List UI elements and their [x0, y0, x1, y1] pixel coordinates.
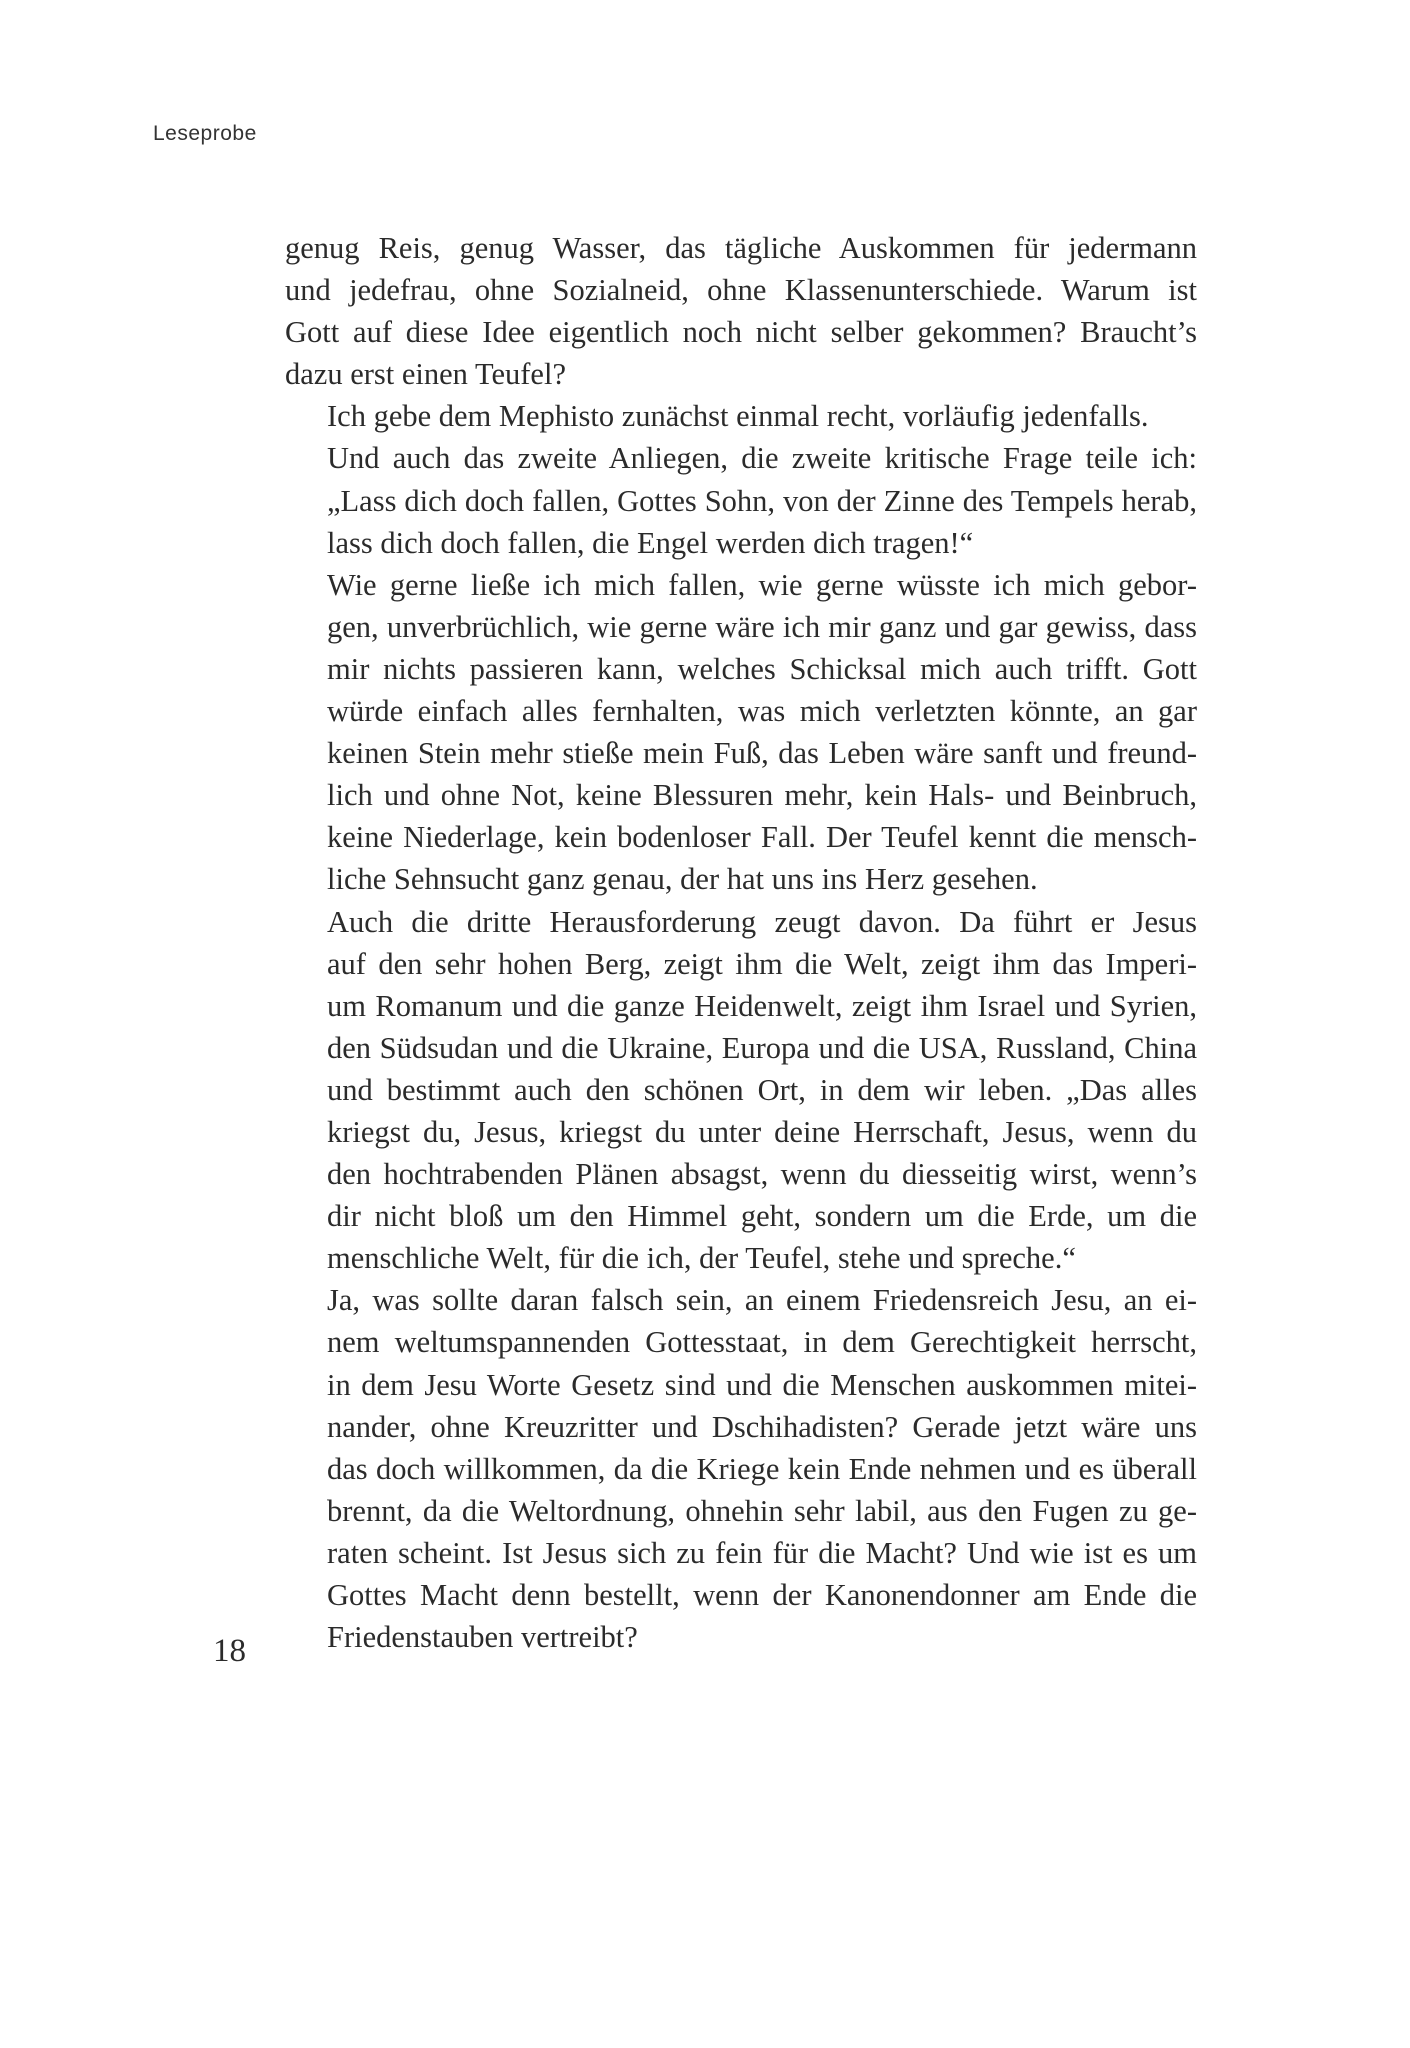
text-line: Ich gebe dem Mephisto zunächst einmal recht, vorläufig jedenfalls. [327, 399, 1149, 434]
text-line: menschliche Welt, für die ich, der Teufel, stehe und spreche.“ [327, 1241, 1076, 1276]
text-line: lich und ohne Not, keine Blessuren mehr, kein Hals- und Beinbruch, [327, 778, 1197, 813]
paragraph-6 [285, 1279, 1197, 1658]
text-line: nander, ohne Kreuzritter und Dschihadisten? Gerade jetzt wäre uns [327, 1409, 1197, 1444]
text-line: genug Reis, genug Wasser, das tägliche Auskommen für jedermann [285, 231, 1197, 265]
text-line: „Lass dich doch fallen, Gottes Sohn, von der Zinne des Tempels herab, [327, 483, 1197, 518]
text-line: dir nicht bloß um den Himmel geht, sondern um die Erde, um die [327, 1199, 1197, 1234]
paragraph-3 [285, 437, 1197, 563]
text-line: lass dich doch fallen, die Engel werden dich tragen!“ [327, 525, 974, 560]
text-line: Auch die dritte Herausforderung zeugt davon. Da führt er Jesus [327, 904, 1197, 939]
text-line: raten scheint. Ist Jesus sich zu fein für die Macht? Und wie ist es um [327, 1535, 1197, 1570]
body-text [285, 227, 1197, 1658]
text-line: das doch willkommen, da die Kriege kein Ende nehmen und es überall [327, 1451, 1197, 1486]
text-line: in dem Jesu Worte Gesetz sind und die Menschen auskommen mitei- [327, 1367, 1197, 1402]
text-line: würde einfach alles fernhalten, was mich verletzten könnte, an gar [327, 694, 1197, 729]
text-line: mir nichts passieren kann, welches Schicksal mich auch trifft. Gott [327, 651, 1197, 686]
text-line: nem weltumspannenden Gottesstaat, in dem Gerechtigkeit herrscht, [327, 1325, 1197, 1360]
text-line: um Romanum und die ganze Heidenwelt, zeigt ihm Israel und Syrien, [327, 988, 1197, 1023]
paragraph-4 [285, 564, 1197, 901]
running-header: Leseprobe [153, 122, 257, 145]
paragraph-2 [285, 395, 1197, 437]
text-line: liche Sehnsucht ganz genau, der hat uns ins Herz gesehen. [327, 862, 1038, 897]
paragraph-5 [285, 901, 1197, 1280]
text-line: und bestimmt auch den schönen Ort, in dem wir leben. „Das alles [327, 1072, 1197, 1107]
page-number: 18 [213, 1633, 246, 1669]
text-line: Friedenstauben vertreibt? [327, 1620, 638, 1655]
text-line: Ja, was sollte daran falsch sein, an einem Friedensreich Jesu, an ei- [327, 1283, 1197, 1318]
text-line: und jedefrau, ohne Sozialneid, ohne Klassenunterschiede. Warum ist [285, 273, 1197, 308]
text-line: den hochtrabenden Plänen absagst, wenn du diesseitig wirst, wenn’s [327, 1157, 1197, 1192]
text-line: Wie gerne ließe ich mich fallen, wie gerne wüsste ich mich gebor- [327, 567, 1197, 602]
text-line: Gottes Macht denn bestellt, wenn der Kanonendonner am Ende die [327, 1578, 1197, 1612]
text-line: auf den sehr hohen Berg, zeigt ihm die Welt, zeigt ihm das Imperi- [327, 946, 1197, 981]
text-line: dazu erst einen Teufel? [285, 357, 566, 392]
text-line: keine Niederlage, kein bodenloser Fall. Der Teufel kennt die mensch- [327, 820, 1197, 855]
text-line: keinen Stein mehr stieße mein Fuß, das Leben wäre sanft und freund- [327, 736, 1197, 771]
paragraph-1 [285, 227, 1197, 395]
text-line: kriegst du, Jesus, kriegst du unter deine Herrschaft, Jesus, wenn du [327, 1114, 1197, 1149]
text-line: brennt, da die Weltordnung, ohnehin sehr labil, aus den Fugen zu ge- [327, 1493, 1197, 1528]
text-line: den Südsudan und die Ukraine, Europa und die USA, Russland, China [327, 1030, 1197, 1065]
text-line: gen, unverbrüchlich, wie gerne wäre ich mir ganz und gar gewiss, dass [327, 609, 1197, 644]
text-line: Und auch das zweite Anliegen, die zweite kritische Frage teile ich: [327, 441, 1197, 476]
text-line: Gott auf diese Idee eigentlich noch nicht selber gekommen? Braucht’s [285, 315, 1197, 350]
